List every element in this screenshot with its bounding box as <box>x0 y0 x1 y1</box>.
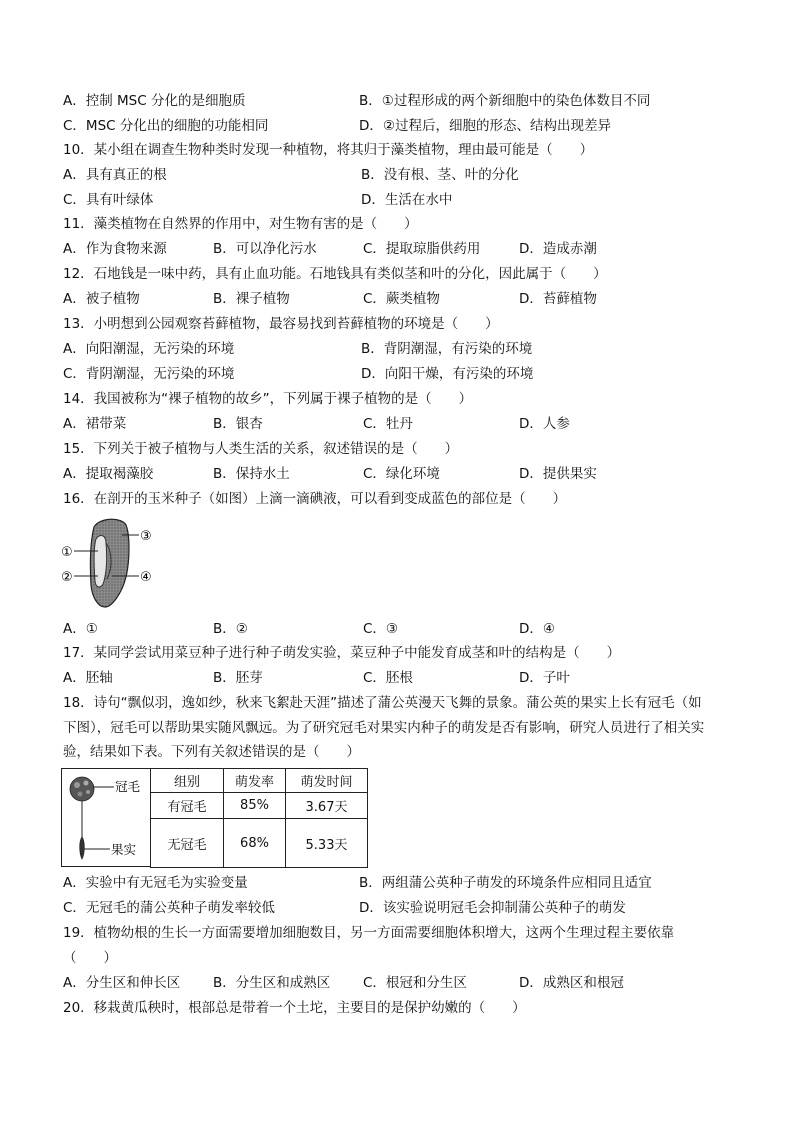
q14-stem: 14．我国被称为“裸子植物的故乡”，下列属于裸子植物的是（ ） <box>63 391 473 407</box>
table-cell: 68% <box>224 819 286 868</box>
q18-option-c: C．无冠毛的蒲公英种子萌发率较低 <box>63 900 275 916</box>
corn-seed-diagram <box>60 515 160 611</box>
seed-label-3: ③ <box>140 529 152 544</box>
q17-option-d: D．子叶 <box>519 670 570 686</box>
q10-stem: 10．某小组在调查生物种类时发现一种植物，将其归于藻类植物，理由最可能是（ ） <box>63 142 594 158</box>
seed-label-1: ① <box>61 545 73 560</box>
q19-option-c: C．根冠和分生区 <box>363 975 467 991</box>
q16-option-c: C．③ <box>363 621 399 637</box>
q15-stem: 15．下列关于被子植物与人类生活的关系，叙述错误的是（ ） <box>63 441 459 457</box>
q14-option-d: D．人参 <box>519 416 570 432</box>
q19-stem-line1: 19．植物幼根的生长一方面需要增加细胞数目，另一方面需要细胞体积增大，这两个生理过程主要依靠 <box>63 925 675 941</box>
q18-option-d: D．该实验说明冠毛会抑制蒲公英种子的萌发 <box>359 900 626 916</box>
q15-option-c: C．绿化环境 <box>363 466 440 482</box>
table-cell: 有冠毛 <box>151 793 224 819</box>
q13-option-d: D．向阳干燥，有污染的环境 <box>361 366 534 382</box>
q12-option-b: B．裸子植物 <box>213 291 290 307</box>
q19-option-d: D．成熟区和根冠 <box>519 975 624 991</box>
q10-option-b: B．没有根、茎、叶的分化 <box>361 167 519 183</box>
q10-option-d: D．生活在水中 <box>361 192 453 208</box>
pappus-label: 冠毛 <box>115 779 141 794</box>
q14-option-c: C．牡丹 <box>363 416 413 432</box>
q13-option-a: A．向阳潮湿，无污染的环境 <box>63 341 235 357</box>
table-cell: 5.33天 <box>286 819 368 868</box>
q18-stem-line1: 18．诗句“飘似羽，逸如纱，秋来飞絮赴天涯”描述了蒲公英漫天飞舞的景象。蒲公英的果实上长有冠毛（如 <box>63 695 702 711</box>
q13-stem: 13．小明想到公园观察苔藓植物，最容易找到苔藓植物的环境是（ ） <box>63 316 499 332</box>
achene <box>80 837 85 859</box>
q12-stem: 12．石地钱是一味中药，具有止血功能。石地钱具有类似茎和叶的分化，因此属于（ ） <box>63 266 607 282</box>
q17-option-c: C．胚根 <box>363 670 413 686</box>
q15-option-b: B．保持水土 <box>213 466 290 482</box>
table-header-row <box>151 769 368 793</box>
table-header: 萌发时间 <box>286 769 368 793</box>
q12-option-d: D．苔藓植物 <box>519 291 597 307</box>
q17-stem: 17．某同学尝试用菜豆种子进行种子萌发实验，菜豆种子中能发育成茎和叶的结构是（ ） <box>63 645 621 661</box>
q18-option-b: B．两组蒲公英种子萌发的环境条件应相同且适宜 <box>359 875 652 891</box>
pappus <box>70 777 94 801</box>
q14-option-b: B．银杏 <box>213 416 263 432</box>
table-row <box>151 793 368 819</box>
q9-option-b: B．①过程形成的两个新细胞中的染色体数目不同 <box>359 93 651 109</box>
fruit-label: 果实 <box>111 842 137 857</box>
q17-option-a: A．胚轴 <box>63 670 113 686</box>
seed-label-2: ② <box>61 570 73 585</box>
q11-option-c: C．提取琼脂供药用 <box>363 241 481 257</box>
table-row <box>151 819 368 868</box>
q11-stem: 11．藻类植物在自然界的作用中，对生物有害的是（ ） <box>63 216 418 232</box>
q18-stem-line3: 验，结果如下表。下列有关叙述错误的是（ ） <box>63 744 360 760</box>
q9-option-c: C．MSC 分化出的细胞的功能相同 <box>63 118 269 134</box>
q12-option-c: C．蕨类植物 <box>363 291 440 307</box>
q15-option-a: A．提取褐藻胶 <box>63 466 154 482</box>
seed-label-4: ④ <box>140 570 152 585</box>
embryo <box>94 536 107 587</box>
q11-option-d: D．造成赤潮 <box>519 241 597 257</box>
q20-stem: 20．移栽黄瓜秧时，根部总是带着一个土坨，主要目的是保护幼嫩的（ ） <box>63 1000 526 1016</box>
q11-option-a: A．作为食物来源 <box>63 241 167 257</box>
q19-option-b: B．分生区和成熟区 <box>213 975 331 991</box>
q19-option-a: A．分生区和伸长区 <box>63 975 181 991</box>
q18-option-a: A．实验中有无冠毛为实验变量 <box>63 875 248 891</box>
q16-stem: 16．在剖开的玉米种子（如图）上滴一滴碘液，可以看到变成蓝色的部位是（ ） <box>63 491 567 507</box>
q17-option-b: B．胚芽 <box>213 670 263 686</box>
q16-option-a: A．① <box>63 621 98 637</box>
q13-option-c: C．背阴潮湿，无污染的环境 <box>63 366 235 382</box>
table-header: 萌发率 <box>224 769 286 793</box>
dandelion-fruit-diagram <box>62 769 149 866</box>
table-cell: 无冠毛 <box>151 819 224 868</box>
q10-option-c: C．具有叶绿体 <box>63 192 154 208</box>
q16-option-d: D．④ <box>519 621 555 637</box>
table-cell: 85% <box>224 793 286 819</box>
table-cell: 3.67天 <box>286 793 368 819</box>
q12-option-a: A．被子植物 <box>63 291 140 307</box>
q19-stem-line2: （ ） <box>63 950 117 966</box>
q13-option-b: B．背阴潮湿，有污染的环境 <box>361 341 533 357</box>
germination-table <box>150 768 368 868</box>
q14-option-a: A．裙带菜 <box>63 416 127 432</box>
q9-option-a: A．控制 MSC 分化的是细胞质 <box>63 93 246 109</box>
q16-option-b: B．② <box>213 621 248 637</box>
q15-option-d: D．提供果实 <box>519 466 597 482</box>
q11-option-b: B．可以净化污水 <box>213 241 317 257</box>
table-header: 组别 <box>151 769 224 793</box>
q9-option-d: D．②过程后，细胞的形态、结构出现差异 <box>359 118 611 134</box>
q18-stem-line2: 下图），冠毛可以帮助果实随风飘远。为了研究冠毛对果实内种子的萌发是否有影响，研究人员进行了相关实 <box>63 720 705 736</box>
q10-option-a: A．具有真正的根 <box>63 167 167 183</box>
